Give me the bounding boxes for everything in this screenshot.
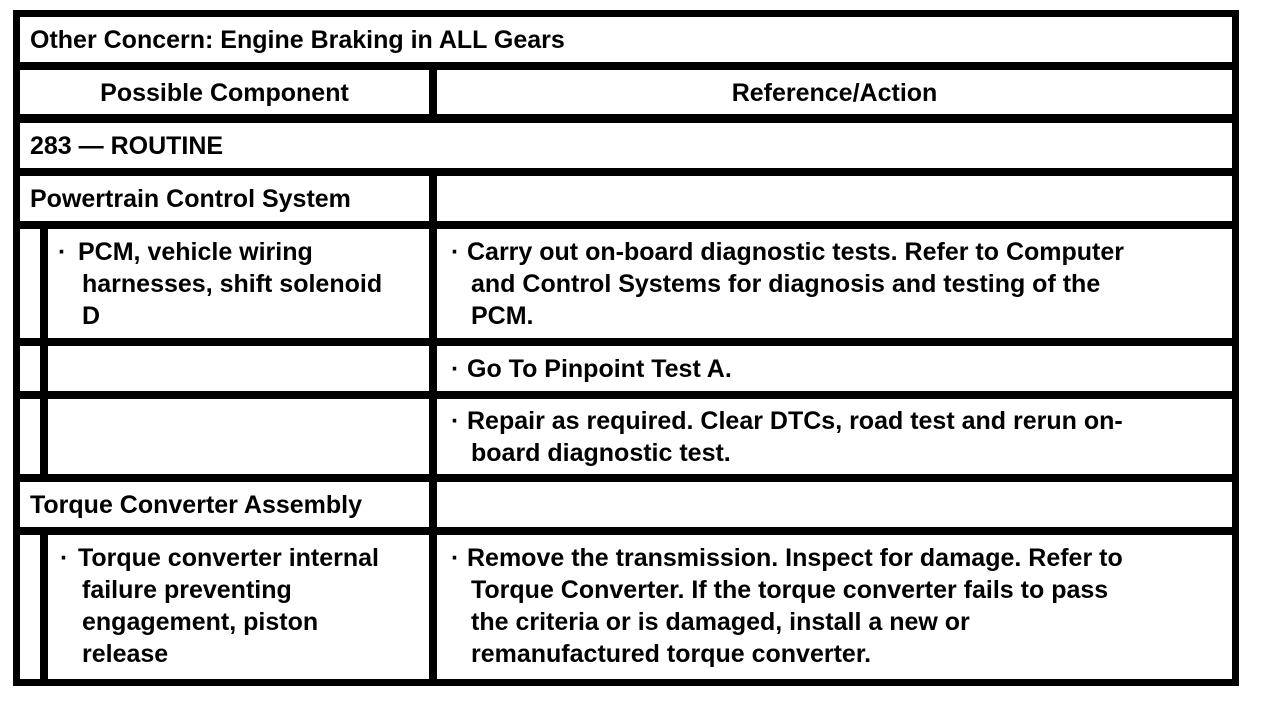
component-cell: [48, 399, 429, 474]
routine-cell: [20, 123, 1232, 168]
header-action: Reference/Action: [731, 79, 938, 107]
bullet-icon: ·: [451, 544, 460, 572]
component-line: engagement, piston: [82, 608, 319, 636]
component-cell: [48, 346, 429, 391]
component-line: harnesses, shift solenoid: [82, 270, 383, 298]
action-cell: [437, 399, 1232, 474]
action-line: and Control Systems for diagnosis and testing of the: [471, 270, 1101, 298]
action-line: Go To Pinpoint Test A.: [467, 355, 732, 383]
component-line: D: [82, 302, 101, 330]
action-line: PCM.: [471, 302, 534, 330]
action-line: Torque Converter. If the torque converter fails to pass: [471, 576, 1109, 604]
component-line: failure preventing: [82, 576, 292, 604]
table-title: Other Concern: Engine Braking in ALL Gears: [30, 26, 565, 54]
bullet-icon: ·: [60, 544, 69, 572]
routine-label: 283 — ROUTINE: [30, 132, 224, 160]
bullet-icon: ·: [451, 407, 460, 435]
action-line: board diagnostic test.: [471, 439, 731, 467]
table-title-cell: [20, 17, 1232, 62]
section-action-cell: [437, 482, 1232, 527]
indent-cell: [20, 399, 40, 474]
action-line: remanufactured torque converter.: [471, 640, 872, 668]
component-cell: [48, 229, 429, 338]
section-action-cell: [437, 176, 1232, 221]
action-line: Carry out on-board diagnostic tests. Refer to Computer: [467, 238, 1125, 266]
component-line: Torque converter internal: [78, 544, 379, 572]
component-cell: [48, 535, 429, 679]
bullet-icon: ·: [451, 355, 460, 383]
action-cell: [437, 229, 1232, 338]
header-component-cell: [20, 70, 429, 114]
bullet-icon: ·: [58, 238, 67, 266]
section-component-cell: [20, 176, 429, 221]
component-line: PCM, vehicle wiring: [78, 238, 313, 266]
header-component: Possible Component: [100, 79, 349, 107]
indent-cell: [20, 229, 40, 338]
action-cell: [437, 346, 1232, 391]
action-line: the criteria or is damaged, install a new or: [471, 608, 970, 636]
action-line: Repair as required. Clear DTCs, road test and rerun on-: [467, 407, 1123, 435]
section-component-cell: [20, 482, 429, 527]
component-line: release: [82, 640, 169, 668]
indent-cell: [20, 346, 40, 391]
header-action-cell: [437, 70, 1232, 114]
indent-cell: [20, 535, 40, 679]
section-component-label: Torque Converter Assembly: [30, 491, 363, 519]
action-line: Remove the transmission. Inspect for damage. Refer to: [467, 544, 1123, 572]
section-component-label: Powertrain Control System: [30, 185, 351, 213]
bullet-icon: ·: [451, 238, 460, 266]
action-cell: [437, 535, 1232, 679]
